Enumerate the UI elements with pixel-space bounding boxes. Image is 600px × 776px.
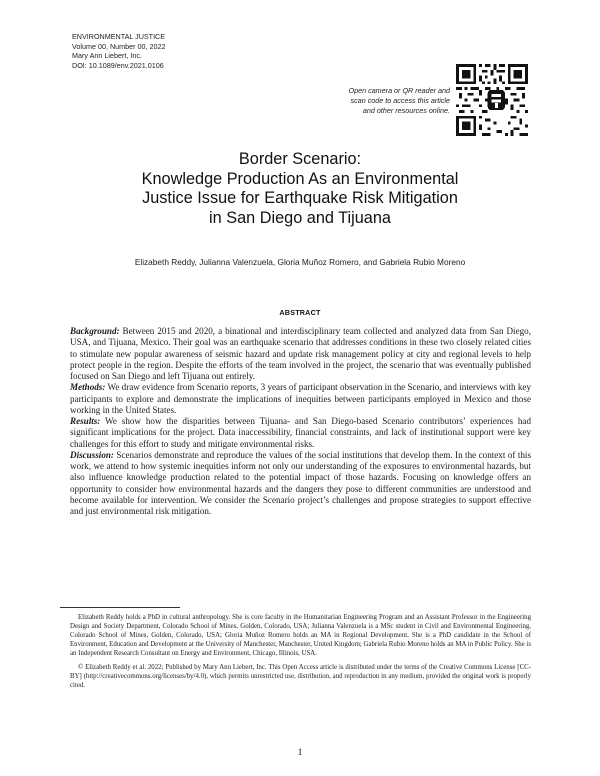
abstract-section-label: Discussion: [70, 449, 114, 460]
abstract-body [70, 326, 531, 517]
qr-instructions-line: Open camera or QR reader and [348, 86, 450, 95]
title-line: in San Diego and Tijuana [209, 208, 391, 227]
abstract-background [70, 326, 531, 382]
footnote-divider [60, 607, 180, 608]
license-notice: © Elizabeth Reddy et al. 2022; Published by Mary Ann Liebert, Inc. This Open Access article is distributed under the terms of the Creative Commons License [CC-BY] (http://creativecommons.org/licenses/by/4.0), which permits unrestricted use, distribution, and reproduction in any medium, provided the original work is properly cited. [70, 664, 531, 689]
journal-doi[interactable]: DOI: 10.1089/env.2021.0106 [72, 60, 164, 70]
abstract-section-text: We show how the disparities between Tijuana- and San Diego-based Scenario contributors’ experiences had significant implications for the project. Data inaccessibility, financial constraints, and lack of institutional support were key challenges for this effort to study and mitigate environmental risks. [70, 416, 531, 449]
abstract-section-label: Methods: [70, 382, 106, 393]
journal-header [72, 32, 332, 70]
article-title [90, 150, 510, 228]
author-list: Elizabeth Reddy, Julianna Valenzuela, Gloria Muñoz Romero, and Gabriela Rubio Moreno [134, 257, 466, 267]
abstract-section-text: Between 2015 and 2020, a binational and interdisciplinary team collected and analyzed data from San Diego, USA, and Tijuana, Mexico. Their goal was an earthquake scenario that addresses conditions in these two closely related cities to stimulate new popular awareness of seismic hazard and update risk management policy at city and regional levels to help protect people in the region. Despite the efforts of the team involved in the project, the scenario that was eventually published focused on San Diego and left Tijuana out entirely. [70, 326, 531, 381]
abstract-results [70, 416, 531, 450]
abstract-section-label: Background: [70, 326, 120, 336]
journal-name: ENVIRONMENTAL JUSTICE [72, 32, 166, 41]
title-line: Border Scenario: [238, 150, 362, 168]
author-affiliations: Elizabeth Reddy holds a PhD in cultural anthropology. She is core faculty in the Humanitarian Engineering Program and an Assistant Professor in the Engineering Design and Society Department, Colorado School of Mines, Golden, Colorado, USA; Julianna Valenzuela is a MSc student in Civil and Environmental Engineering, Colorado School of Mines, Golden, Colorado, USA; Gloria Muñoz Romero holds an MA in Regional Development. She is a PhD candidate in the School of Environment, Education and Development at the University of Manchester, Manchester, United Kingdom; Gabriela Rubio Moreno holds an MA in Public Policy. She is an Independent Research Consultant on Energy and Environment, Chicago, Illinois, USA. [70, 614, 531, 657]
abstract-methods [70, 382, 531, 416]
abstract-section-text: Scenarios demonstrate and reproduce the values of the social institutions that develop them. In the context of this work, we attend to how systemic inequities inform not only our understanding of the exposures to environmental hazards, but also influence knowledge production related to the potential impact of those hazards. Focusing on knowledge offers an opportunity to consider how environmental hazards and the dangers they pose to different communities are understood and become available for intervention. We consider the Scenario project’s challenges and propose strategies to support effective and just environmental risk mitigation. [70, 449, 531, 516]
abstract-section-text: We draw evidence from Scenario reports, 3 years of participant observation in the Scenario, and interviews with key participants to explore and demonstrate the implications of inequities between participants employed in Mexico and those working in the United States. [70, 382, 531, 415]
abstract-section-label: Results: [70, 416, 101, 426]
title-line: Justice Issue for Earthquake Risk Mitigation [142, 189, 458, 207]
abstract-discussion [70, 450, 531, 518]
abstract-heading: ABSTRACT [279, 308, 321, 317]
qr-instructions-line: and other resources online. [362, 106, 450, 116]
journal-volume: Volume 00, Number 00, 2022 [72, 41, 166, 51]
journal-publisher: Mary Ann Liebert, Inc. [72, 51, 142, 61]
page-number: 1 [297, 748, 303, 758]
qr-code-icon[interactable] [456, 64, 528, 136]
title-line: Knowledge Production As an Environmental [141, 169, 459, 188]
qr-instructions-line: scan code to access this article [350, 96, 450, 106]
qr-instructions [300, 86, 450, 117]
footnotes [70, 613, 531, 690]
